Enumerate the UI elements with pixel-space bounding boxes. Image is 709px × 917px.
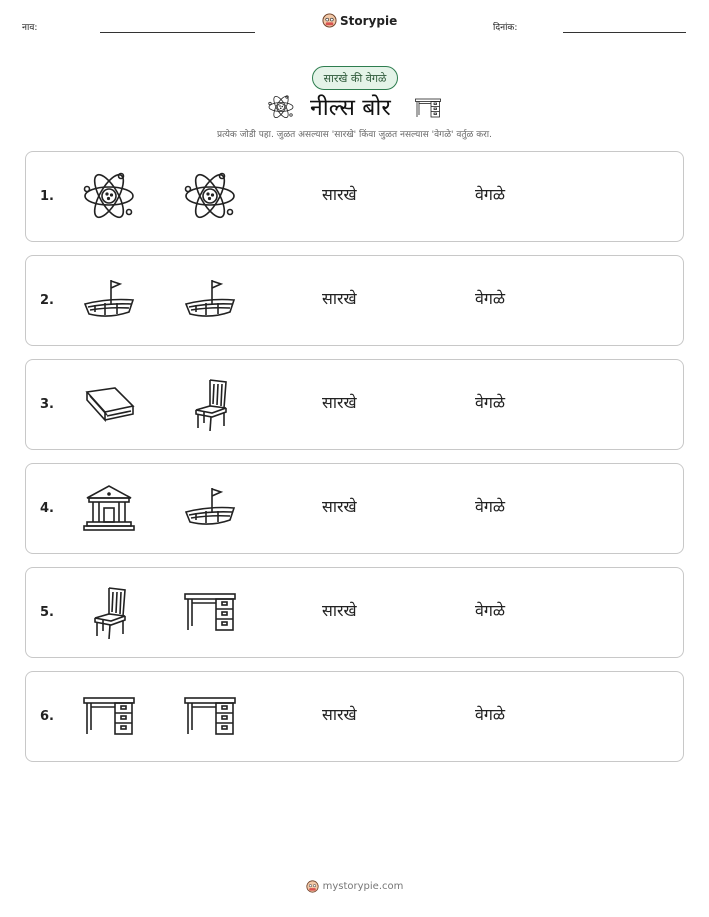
date-line[interactable] [563, 32, 686, 33]
option-different[interactable]: वेगळे [475, 185, 506, 204]
question-row [25, 463, 684, 554]
boat-icon [182, 272, 238, 328]
title-row [0, 90, 709, 122]
option-different[interactable]: वेगळे [475, 601, 506, 620]
question-number: 3. [40, 397, 54, 412]
option-same[interactable]: सारखे [322, 705, 357, 724]
storypie-mascot-icon [322, 13, 337, 28]
option-same[interactable]: सारखे [322, 393, 357, 412]
storypie-logo [322, 13, 397, 28]
footer [0, 880, 709, 893]
name-label: नाव: [22, 23, 38, 33]
option-same[interactable]: सारखे [322, 185, 357, 204]
option-different[interactable]: वेगळे [475, 497, 506, 516]
question-number: 4. [40, 501, 54, 516]
boat-icon [182, 480, 238, 536]
option-same[interactable]: सारखे [322, 289, 357, 308]
question-row [25, 671, 684, 762]
option-different[interactable]: वेगळे [475, 289, 506, 308]
question-row [25, 151, 684, 242]
option-same[interactable]: सारखे [322, 497, 357, 516]
question-row [25, 359, 684, 450]
storypie-mascot-icon [306, 880, 319, 893]
boat-icon [81, 272, 137, 328]
desk-icon [182, 688, 238, 744]
desk-icon [414, 94, 442, 122]
option-different[interactable]: वेगळे [475, 705, 506, 724]
question-number: 2. [40, 293, 54, 308]
atom-icon [267, 93, 295, 121]
option-different[interactable]: वेगळे [475, 393, 506, 412]
option-same[interactable]: सारखे [322, 601, 357, 620]
desk-icon [81, 688, 137, 744]
question-row [25, 567, 684, 658]
name-line[interactable] [100, 32, 255, 33]
building-icon [81, 480, 137, 536]
question-number: 6. [40, 709, 54, 724]
question-number: 1. [40, 189, 54, 204]
footer-url[interactable]: mystorypie.com [322, 881, 404, 892]
atom-icon [81, 168, 137, 224]
date-label: दिनांक: [493, 23, 518, 33]
category-badge: सारखे की वेगळे [312, 66, 398, 90]
book-icon [81, 376, 137, 432]
chair-icon [81, 584, 137, 640]
page-title: नील्स बोर [310, 95, 391, 121]
atom-icon [182, 168, 238, 224]
brand-name: Storypie [340, 13, 398, 28]
instruction-text: प्रत्येक जोडी पहा. जुळत असल्यास 'सारखे' किंवा जुळत नसल्यास 'वेगळे' वर्तुळ करा. [216, 130, 492, 140]
desk-icon [182, 584, 238, 640]
question-number: 5. [40, 605, 54, 620]
question-row [25, 255, 684, 346]
chair-icon [182, 376, 238, 432]
